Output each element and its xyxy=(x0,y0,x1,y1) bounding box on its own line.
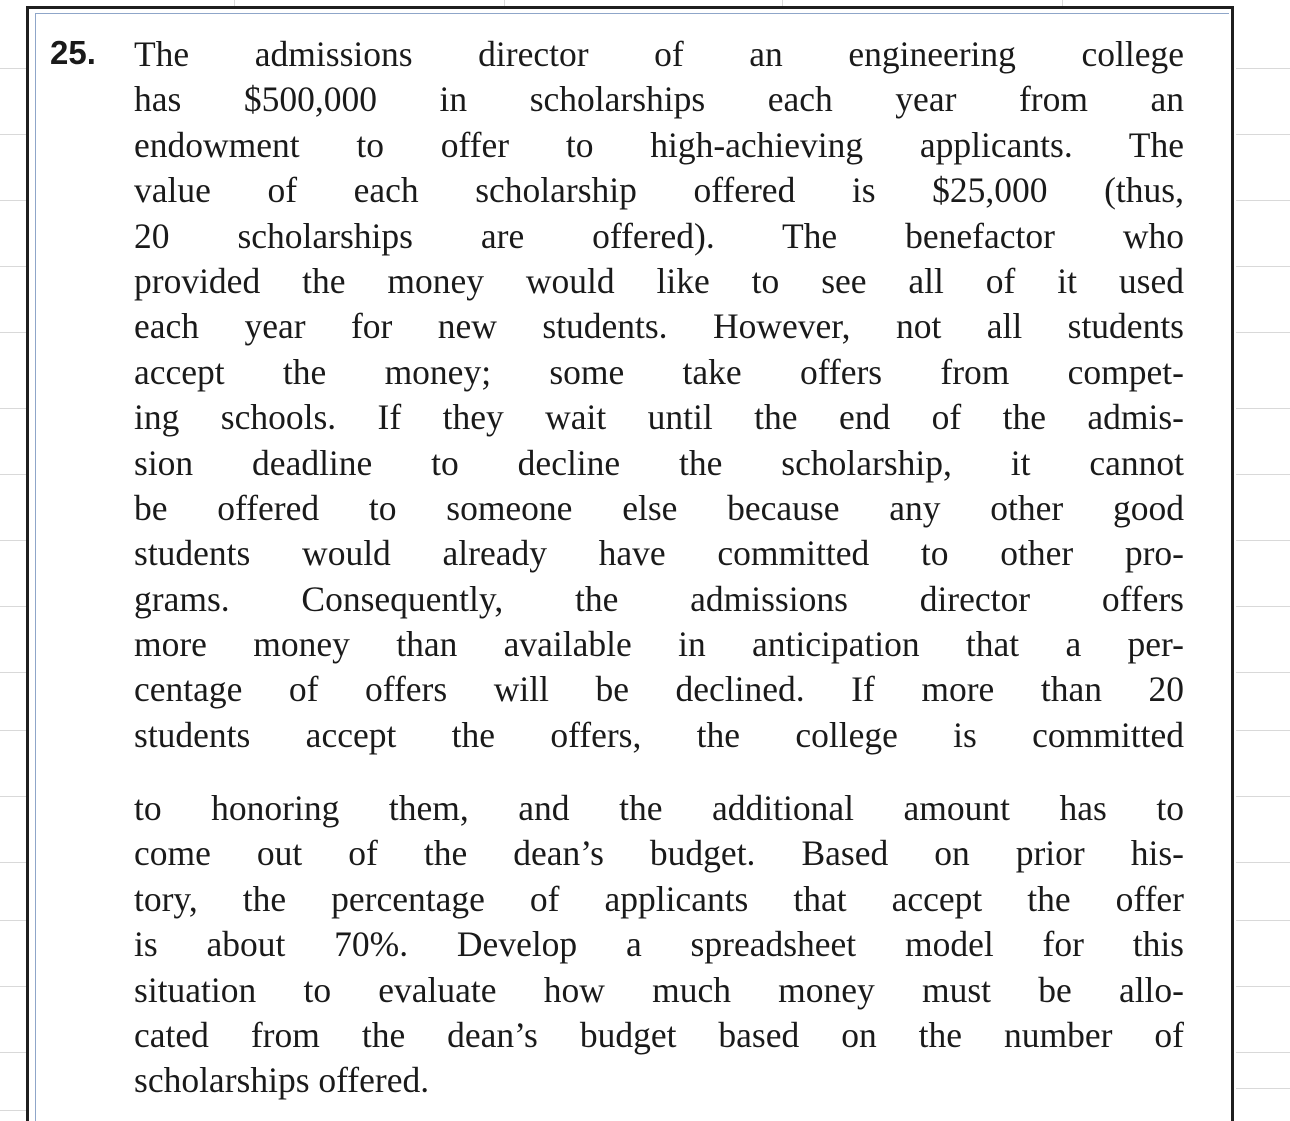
gridline xyxy=(0,474,26,475)
gridline xyxy=(1236,332,1290,333)
text-line: The admissions director of an engineering college xyxy=(134,34,1184,74)
gridline xyxy=(1236,730,1290,731)
text-line: be offered to someone else because any other good xyxy=(134,487,1184,528)
gridline xyxy=(0,266,26,267)
gridline xyxy=(1236,68,1290,69)
text-line: sion deadline to decline the scholarship, it cannot xyxy=(134,442,1184,483)
gridline xyxy=(0,540,26,541)
gridline xyxy=(1236,540,1290,541)
gridline xyxy=(0,1110,26,1111)
gridline xyxy=(0,68,26,69)
text-line: endowment to offer to high-achieving applicants. The xyxy=(134,124,1184,165)
text-line: scholarships offered. xyxy=(134,1060,430,1101)
gridline xyxy=(1236,796,1290,797)
text-line: 20 scholarships are offered). The benefactor who xyxy=(134,215,1184,256)
text-line: to honoring them, and the additional amount has to xyxy=(134,788,1184,828)
gridline xyxy=(0,606,26,607)
text-line: students accept the offers, the college is committed xyxy=(134,714,1184,755)
problem-text-part2 xyxy=(134,786,1184,1104)
text-line: provided the money would like to see all of it used xyxy=(134,260,1184,301)
gridline xyxy=(1236,408,1290,409)
gridline xyxy=(0,730,26,731)
gridline xyxy=(1236,986,1290,987)
gridline xyxy=(1236,1088,1290,1089)
text-line: more money than available in anticipation that a per- xyxy=(134,624,1184,665)
text-line: has $500,000 in scholarships each year from an xyxy=(134,79,1184,120)
gridline xyxy=(0,862,26,863)
gridline xyxy=(1236,134,1290,135)
text-line: value of each scholarship offered is $25,000 (thus, xyxy=(134,170,1184,211)
gridline xyxy=(0,408,26,409)
text-line: is about 70%. Develop a spreadsheet model for this xyxy=(134,924,1184,965)
text-line: grams. Consequently, the admissions director offers xyxy=(134,578,1184,619)
gridline xyxy=(0,672,26,673)
text-line: ing schools. If they wait until the end of the admis- xyxy=(134,397,1184,438)
text-line: centage of offers will be declined. If more than 20 xyxy=(134,669,1184,710)
gridline xyxy=(1236,200,1290,201)
gridline xyxy=(1236,1052,1290,1053)
text-line: each year for new students. However, not all students xyxy=(134,306,1184,347)
text-line: accept the money; some take offers from compet- xyxy=(134,351,1184,392)
text-line: students would already have committed to other pro- xyxy=(134,533,1184,574)
gridline xyxy=(1236,672,1290,673)
gridline xyxy=(1236,474,1290,475)
gridline xyxy=(0,920,26,921)
gridline xyxy=(0,134,26,135)
gridline xyxy=(0,986,26,987)
text-line: come out of the dean’s budget. Based on prior his- xyxy=(134,833,1184,874)
gridline xyxy=(1236,606,1290,607)
gridline xyxy=(1236,920,1290,921)
problem-number: 25. xyxy=(50,34,96,71)
gridline xyxy=(1236,862,1290,863)
gridline xyxy=(0,332,26,333)
text-line: cated from the dean’s budget based on the number of xyxy=(134,1014,1184,1055)
problem-text-part1 xyxy=(134,32,1184,758)
gridline xyxy=(0,796,26,797)
gridline xyxy=(0,1052,26,1053)
text-line: situation to evaluate how much money must be allo- xyxy=(134,969,1184,1010)
gridline xyxy=(0,200,26,201)
text-line: tory, the percentage of applicants that accept the offer xyxy=(134,878,1184,919)
gridline xyxy=(1236,266,1290,267)
